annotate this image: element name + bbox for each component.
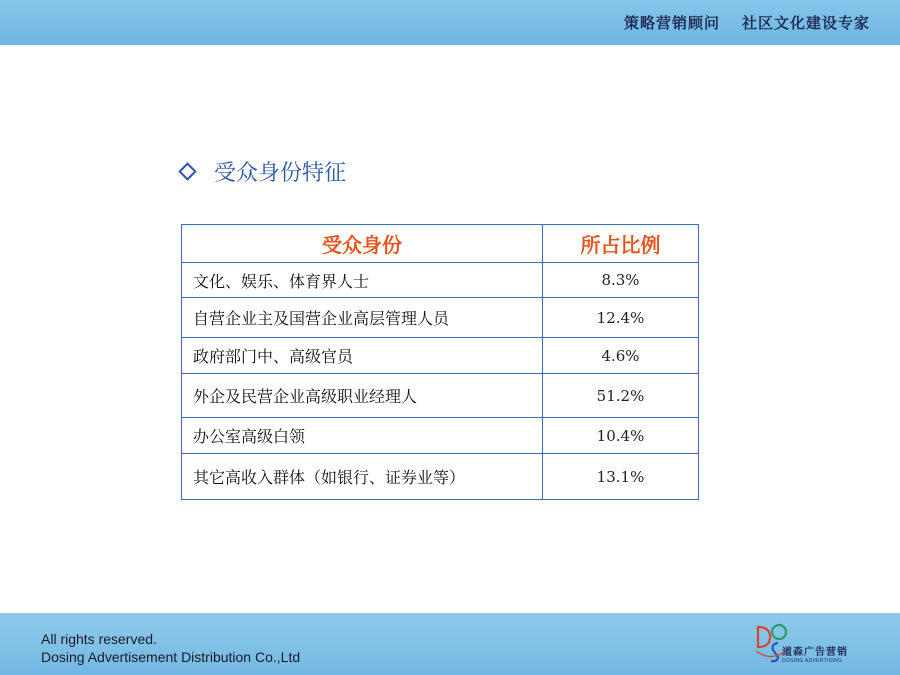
identity-cell: 政府部门中、高级官员 [182, 338, 543, 374]
ratio-cell: 12.4% [543, 298, 699, 338]
ratio-cell: 10.4% [543, 418, 699, 454]
footer-bar [0, 613, 900, 675]
column-header-ratio: 所占比例 [543, 225, 699, 263]
header-slogan-1: 策略营销顾问 [623, 14, 720, 32]
table-row [182, 263, 699, 298]
table-row [182, 298, 699, 338]
ratio-cell: 51.2% [543, 374, 699, 418]
audience-table [181, 224, 699, 500]
table-row [182, 418, 699, 454]
identity-cell: 外企及民营企业高级职业经理人 [182, 374, 543, 418]
identity-cell: 文化、娱乐、体育界人士 [182, 263, 543, 298]
section-title [178, 156, 346, 186]
diamond-outline-icon [178, 162, 196, 180]
ratio-cell: 13.1% [543, 454, 699, 500]
table-row [182, 454, 699, 500]
column-header-identity: 受众身份 [182, 225, 543, 263]
company-logo [752, 621, 862, 671]
header-slogan-2: 社区文化建设专家 [741, 14, 870, 32]
table-header-row [182, 225, 699, 263]
section-title-text: 受众身份特征 [214, 160, 347, 186]
identity-cell: 其它高收入群体（如银行、证券业等） [182, 454, 543, 500]
copyright-text [41, 630, 300, 666]
identity-cell: 自营企业主及国营企业高层管理人员 [182, 298, 543, 338]
copyright-line-1: All rights reserved. [41, 631, 157, 647]
logo-english-name: DOSING ADVERTISING [782, 658, 843, 664]
identity-cell: 办公室高级白领 [182, 418, 543, 454]
header-slogan [624, 12, 870, 33]
header-bar [0, 0, 900, 45]
logo-chinese-name: 道森广告营销 [782, 647, 848, 658]
ratio-cell: 8.3% [543, 263, 699, 298]
table-row [182, 374, 699, 418]
table-row [182, 338, 699, 374]
copyright-line-2: Dosing Advertisement Distribution Co.,Ltd [41, 649, 301, 665]
ratio-cell: 4.6% [543, 338, 699, 374]
